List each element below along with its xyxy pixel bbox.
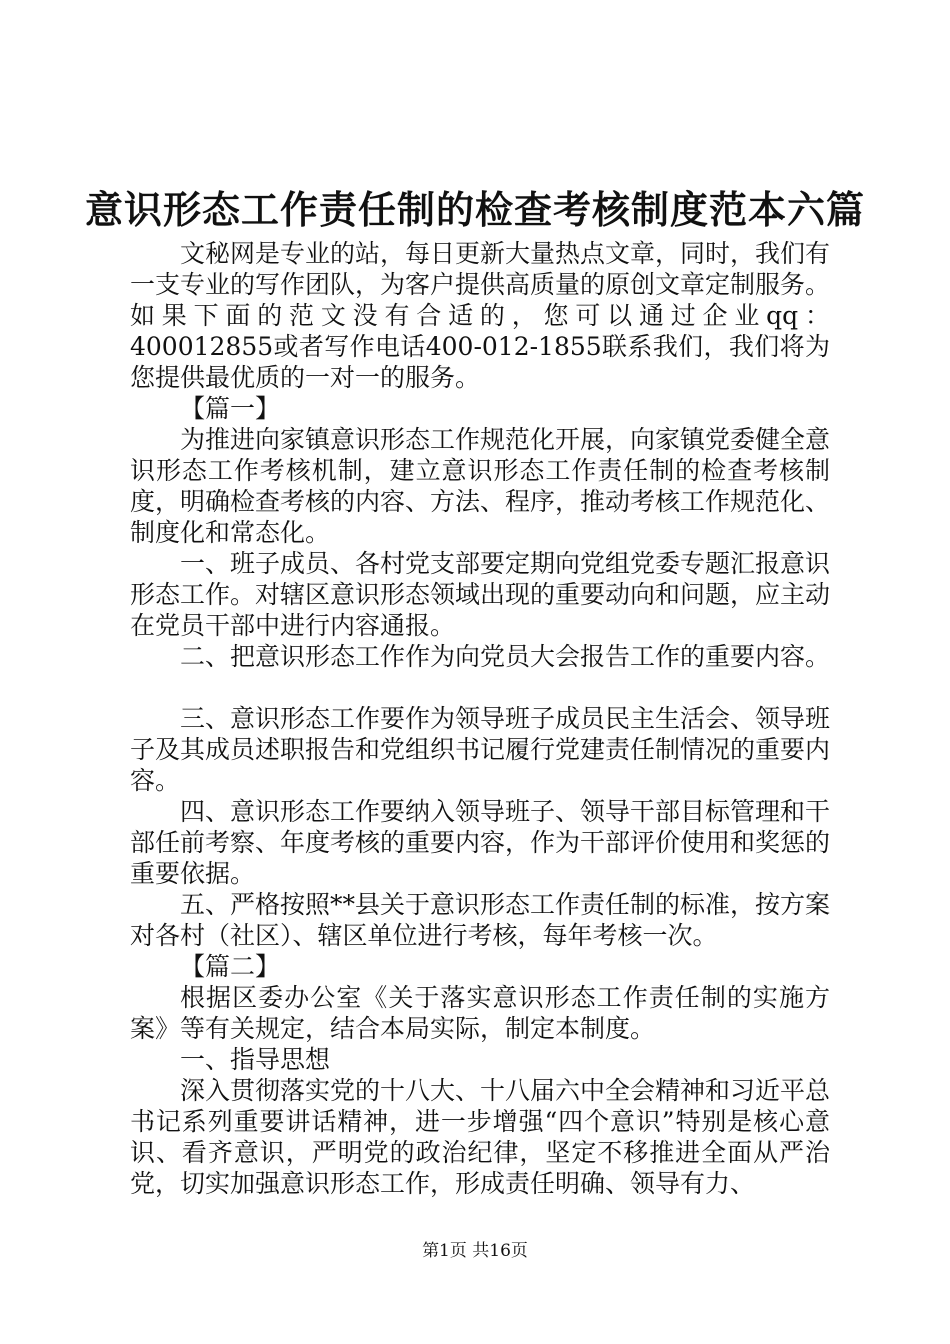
paragraph: 三、意识形态工作要作为领导班子成员民主生活会、领导班子及其成员述职报告和党组织书记履行党建责任制情况的重要内容。 <box>130 704 831 795</box>
paragraph: 为推进向家镇意识形态工作规范化开展，向家镇党委健全意识形态工作考核机制，建立意识形态工作责任制的检查考核制度，明确检查考核的内容、方法、程序，推动考核工作规范化、制度化和常态化。 <box>130 425 831 547</box>
section-heading-2: 【篇二】 <box>180 952 281 981</box>
section-heading-1: 【篇一】 <box>180 394 281 423</box>
blank-line <box>130 672 830 703</box>
paragraph: 一、班子成员、各村党支部要定期向党组党委专题汇报意识形态工作。对辖区意识形态领域出现的重要动向和问题，应主动在党员干部中进行内容通报。 <box>130 549 831 640</box>
page-number: 第1页 共16页 <box>422 1241 528 1261</box>
document-body <box>130 238 830 1199</box>
paragraph: 五、严格按照**县关于意识形态工作责任制的标准，按方案对各村（社区）、辖区单位进行考核，每年考核一次。 <box>130 890 831 950</box>
paragraph: 深入贯彻落实党的十八大、十八届六中全会精神和习近平总书记系列重要讲话精神，进一步增强“四个意识”特别是核心意识、看齐意识，严明党的政治纪律，坚定不移推进全面从严治党，切实加强意识形态工作，形成责任明确、领导有力、 <box>130 1076 831 1198</box>
paragraph: 四、意识形态工作要纳入领导班子、领导干部目标管理和干部任前考察、年度考核的重要内容，作为干部评价使用和奖惩的重要依据。 <box>130 797 831 888</box>
paragraph: 根据区委办公室《关于落实意识形态工作责任制的实施方案》等有关规定，结合本局实际，制定本制度。 <box>130 983 830 1043</box>
document-title: 意识形态工作责任制的检查考核制度范本六篇 <box>84 187 865 232</box>
subheading: 一、指导思想 <box>180 1045 331 1074</box>
intro-paragraph: 文秘网是专业的站，每日更新大量热点文章，同时，我们有一支专业的写作团队，为客户提供高质量的原创文章定制服务。如果下面的范文没有合适的，您可以通过企业qq：400012855或者写作电话400-012-1855联系我们，我们将为您提供最优质的一对一的服务。 <box>130 239 831 392</box>
paragraph: 二、把意识形态工作作为向党员大会报告工作的重要内容。 <box>180 642 831 671</box>
